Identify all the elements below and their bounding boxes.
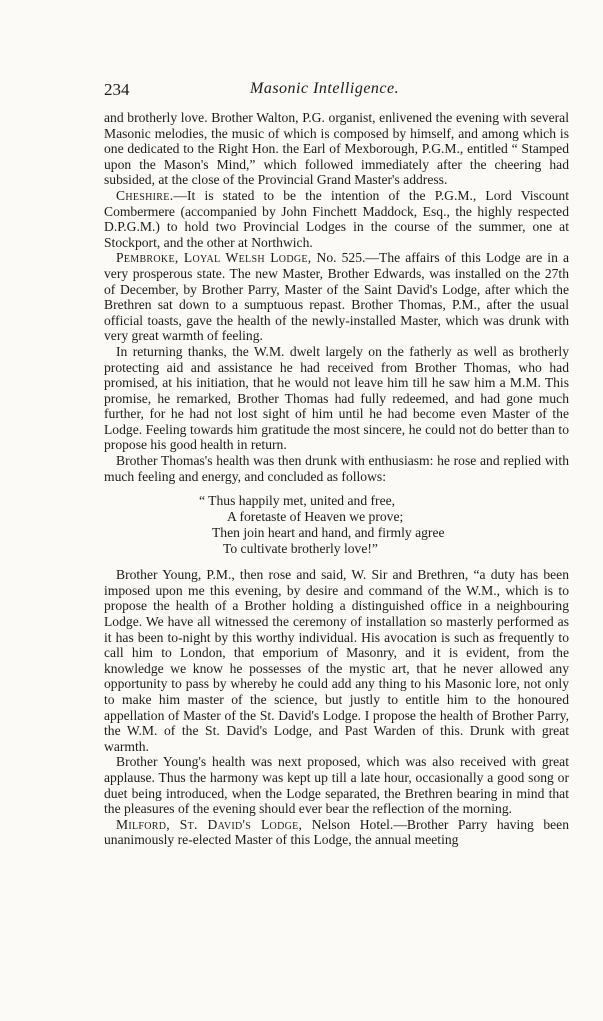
paragraph-continued xyxy=(104,110,569,188)
paragraph-text: —It is stated to be the intention of the P.G.M., Lord Viscount Combermere (accompanied by John Finchett Maddock, Esq., the highly respected D.P.G.M.) to hold two Provincial Lodges in the course of the summer, one at Stockport, and the other at Northwich. xyxy=(104,187,569,250)
paragraph-cheshire xyxy=(104,188,569,250)
section-lead: Pembroke, Loyal Welsh Lodge, xyxy=(116,250,312,266)
paragraph-text: Brother Young's health was next proposed, which was also received with great applause. Thus the harmony was kept up till a late hour, occasionally a good song or duet being introduced, when the Lodge separated, the Brethren bearing in mind that the pleasures of the evening should ever bear the reflection of the morning. xyxy=(104,754,569,817)
paragraph-pembroke xyxy=(104,250,569,344)
running-title: Masonic Intelligence. xyxy=(250,80,400,97)
paragraph-text: Brother Young, P.M., then rose and said, W. Sir and Brethren, “a duty has been imposed upon me this evening, by desire and command of the W.M., which is to propose the health of a Brother holding a distinguished office in a neighbouring Lodge. We have all witnessed the ceremony of installation so masterly performed as it has been to-night by this worthy individual. His avocation is such as frequently to call him to London, that emporium of Masonry, and it is evident, from the knowledge we know he possesses of the mystic art, that he never allowed any opportunity to pass by whereby he could add any thing to his Masonic lore, not only to make him master of the science, but justly to entitle him to the honoured appellation of Master of the St. David's Lodge. I propose the health of Brother Parry, the W.M. of the St. David's Lodge, and Past Warden of this. Drunk with great warmth. xyxy=(104,567,569,754)
paragraph-text: In returning thanks, the W.M. dwelt largely on the fatherly as well as brotherly protecting aid and assistance he had received from Brother Thomas, who had promised, at his initiation, that he would not leave him till he saw him a M.M. This promise, he remarked, Brother Thomas had fully redeemed, and had gone much further, for he had not lost sight of him until he had become even Master of the Lodge. Feeling towards him gratitude the most sincere, he could not do better than to propose his good health in return. xyxy=(104,343,569,453)
paragraph-text: and brotherly love. Brother Walton, P.G. organist, enlivened the evening with several Masonic melodies, the music of which is composed by himself, and among which is one dedicated to the Right Hon. the Earl of Mexborough, P.G.M., entitled “ Stamped upon the Mason's Mind,” which followed immediately after the cheering had subsided, at the close of the Provincial Grand Master's address. xyxy=(104,110,569,188)
poem-line: “ Thus happily met, united and free, xyxy=(199,493,396,509)
poem-line: To cultivate brotherly love!” xyxy=(223,541,378,557)
paragraph-milford xyxy=(104,817,569,848)
paragraph-young-speech xyxy=(104,567,569,754)
page-header xyxy=(104,80,569,106)
section-lead: Milford, St. David's Lodge, xyxy=(116,816,303,832)
page-number: 234 xyxy=(104,80,130,99)
paragraph-thomas-health xyxy=(104,453,569,484)
poem-verse xyxy=(199,493,569,557)
paragraph-returning-thanks xyxy=(104,344,569,453)
poem-line: A foretaste of Heaven we prove; xyxy=(227,509,404,525)
paragraph-text: Nelson Hotel.—Brother Parry having been unanimously re-elected Master of this Lodge, the annual meeting xyxy=(104,816,569,848)
paragraph-text: Brother Thomas's health was then drunk with enthusiasm: he rose and replied with much feeling and energy, and concluded as follows: xyxy=(104,453,569,484)
body-text xyxy=(104,110,569,848)
paragraph-young-health xyxy=(104,754,569,816)
poem-line: Then join heart and hand, and firmly agree xyxy=(212,525,445,541)
paragraph-text: No. 525.—The affairs of this Lodge are in a very prosperous state. The new Master, Brother Edwards, was installed on the 27th of December, by Brother Parry, Master of the Saint David's Lodge, after which the Brethren sat down to a sumptuous repast. Brother Thomas, P.M., after the usual official toasts, gave the health of the newly-installed Master, which was drunk with very great warmth of feeling. xyxy=(104,250,569,344)
section-lead: Cheshire. xyxy=(116,187,174,203)
